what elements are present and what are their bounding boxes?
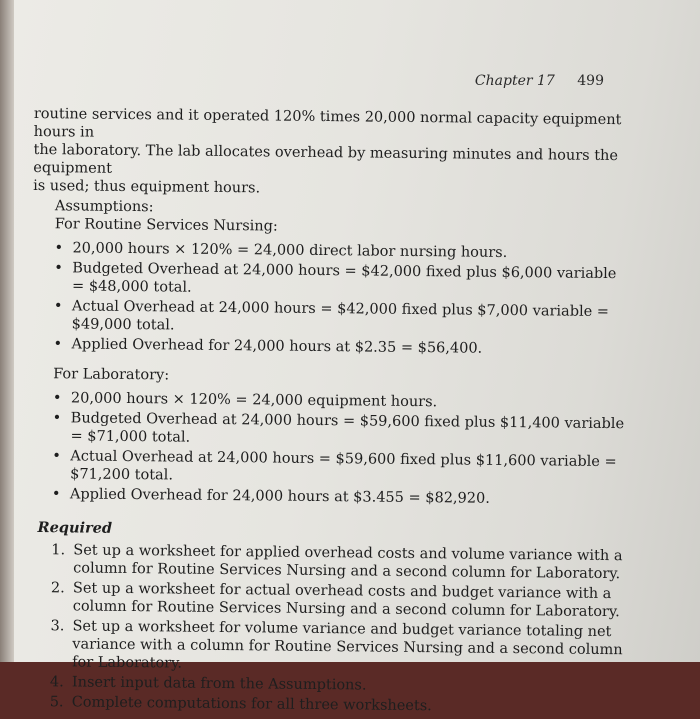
list-item-text: Applied Overhead for 24,000 hours at $2.35 = $56,400.	[71, 336, 483, 357]
task-item	[50, 617, 629, 677]
list-item	[52, 409, 630, 451]
task-item	[50, 693, 628, 717]
bullet-icon: •	[53, 336, 63, 353]
list-item	[52, 447, 630, 489]
intro-line: the laboratory. The lab allocates overhead by measuring minutes and hours the equipment	[33, 141, 619, 177]
list-item	[52, 485, 630, 509]
list-item-text: Actual Overhead at 24,000 hours = $59,600 fixed plus $11,600 variable = $71,200 total.	[70, 448, 617, 484]
book-spine	[0, 0, 14, 662]
list-item-text: 20,000 hours × 120% = 24,000 equipment hours.	[70, 390, 438, 411]
page-content	[28, 105, 634, 719]
book-page	[14, 0, 700, 715]
intro-line: routine services and it operated 120% times 20,000 normal capacity equipment hours in	[33, 105, 622, 141]
laboratory-list	[30, 389, 631, 509]
task-text: Complete computations for all three worksheets.	[71, 694, 432, 715]
bullet-icon: •	[52, 390, 62, 407]
page-number: 499	[577, 73, 604, 89]
task-number: 3.	[50, 618, 65, 635]
intro-paragraph	[33, 105, 634, 201]
required-tasks-list	[28, 541, 630, 717]
bullet-icon: •	[54, 240, 64, 257]
list-item	[53, 335, 631, 359]
task-text: Set up a worksheet for applied overhead costs and volume variance with a column for Routine Services Nursing and a second column for Laboratory.	[73, 542, 623, 583]
list-item-text: Applied Overhead for 24,000 hours at $3.455 = $82,920.	[69, 486, 490, 507]
bullet-icon: •	[54, 260, 63, 277]
task-number: 4.	[49, 674, 64, 691]
list-item	[54, 259, 632, 301]
bullet-icon: •	[52, 448, 61, 465]
bullet-icon: •	[52, 410, 62, 427]
list-item-text: Actual Overhead at 24,000 hours = $42,000 fixed plus $7,000 variable = $49,000 total.	[71, 298, 610, 334]
task-text: Insert input data from the Assumptions.	[71, 674, 367, 694]
task-item	[51, 579, 629, 621]
task-number: 2.	[50, 580, 65, 597]
task-number: 1.	[51, 542, 66, 559]
task-item	[51, 541, 629, 583]
page-header	[475, 73, 604, 89]
routine-services-label: For Routine Services Nursing:	[54, 216, 278, 235]
required-heading: Required	[37, 519, 113, 537]
chapter-label: Chapter 17	[474, 73, 555, 89]
laboratory-label: For Laboratory:	[53, 366, 170, 384]
task-text: Set up a worksheet for actual overhead costs and budget variance with a column for Routine Services Nursing and a second column for Laboratory.	[72, 580, 620, 621]
intro-line: is used; thus equipment hours.	[33, 177, 261, 197]
routine-services-list	[31, 239, 632, 359]
list-item-text: Budgeted Overhead at 24,000 hours = $42,000 fixed plus $6,000 variable = $48,000 total.	[72, 260, 617, 296]
list-item	[54, 297, 632, 339]
list-item-text: Budgeted Overhead at 24,000 hours = $59,600 fixed plus $11,400 variable = $71,000 total.	[70, 410, 625, 446]
list-item-text: 20,000 hours × 120% = 24,000 direct labor nursing hours.	[72, 240, 508, 261]
bullet-icon: •	[51, 486, 61, 503]
task-number: 5.	[49, 694, 64, 711]
assumptions-label: Assumptions:	[54, 198, 154, 216]
task-text: Set up a worksheet for volume variance and budget variance totaling net variance with a column for Routine Services Nursing and a second column for Laboratory.	[72, 618, 623, 672]
bullet-icon: •	[53, 298, 63, 315]
